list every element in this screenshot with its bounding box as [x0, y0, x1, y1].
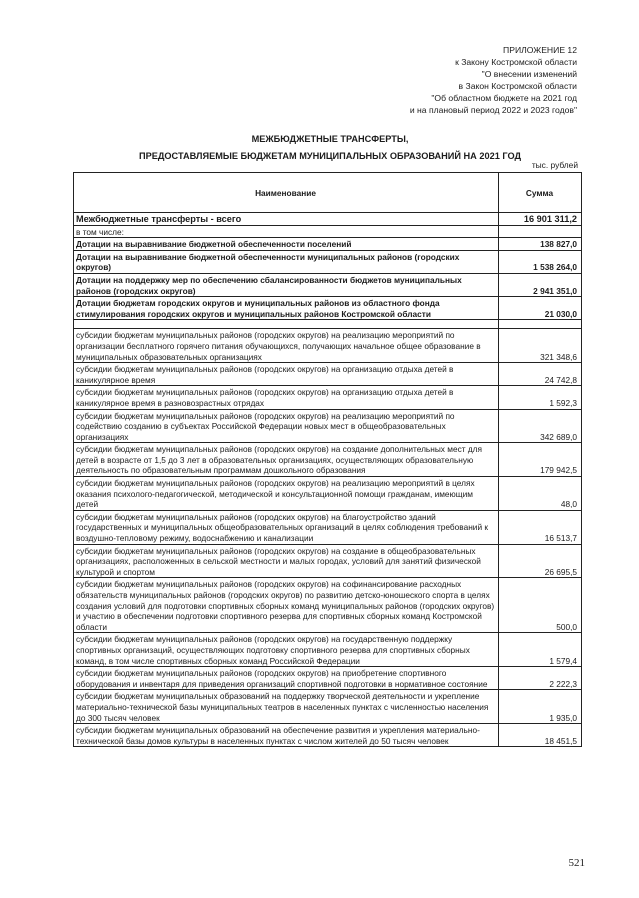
table-row	[74, 667, 582, 690]
row-sum: 2 222,3	[499, 667, 582, 690]
table-row	[74, 250, 582, 273]
row-sum: 2 941 351,0	[499, 273, 582, 296]
page-number: 521	[568, 857, 585, 869]
appendix-line: "О внесении изменений	[481, 69, 577, 80]
row-name: субсидии бюджетам муниципальных районов (городских округов) на благоустройство зданий государственных и муниципальных общеобразовательных организаций в целях соблюдения требований к воздушно-тепловому режиму, водоснабжению и канализации	[74, 510, 499, 544]
appendix-line: ПРИЛОЖЕНИЕ 12	[503, 45, 577, 55]
row-sum: 24 742,8	[499, 363, 582, 386]
row-sum: 18 451,5	[499, 724, 582, 747]
row-name: субсидии бюджетам муниципальных районов (городских округов) на создание дополнительных мест для детей в возрасте от 1,5 до 3 лет в образовательных организациях, осуществляющих образовательную деятельность по образовательным программам дошкольного образования	[74, 443, 499, 477]
row-name: субсидии бюджетам муниципальных районов (городских округов) на софинансирование расходных обязательств муниципальных районов (городских округов) по развитию детско-юношеского спорта в целях создания условий для подготовки спортивных сборных команд муниципальных районов (городских округов) и участию в обеспечении подготовки спортивного резерва для спортивных сборных команд Костромской области	[74, 578, 499, 633]
row-name: субсидии бюджетам муниципальных районов (городских округов) на организацию отдыха детей в каникулярное время в разновозрастных отрядах	[74, 386, 499, 409]
appendix-line: и на плановый период 2022 и 2023 годов"	[409, 105, 577, 116]
table-row	[74, 329, 582, 363]
row-name: субсидии бюджетам муниципальных районов (городских округов) на приобретение спортивного оборудования и инвентаря для приведения организаций спортивной подготовки в нормативное состояние	[74, 667, 499, 690]
row-sum	[499, 225, 582, 238]
row-name: субсидии бюджетам муниципальных районов (городских округов) на реализацию мероприятий по организации бесплатного горячего питания обучающихся, получающих начальное общее образование в муниципальных образовательных организациях	[74, 329, 499, 363]
table-row	[74, 225, 582, 238]
document-title	[60, 131, 600, 165]
row-name: субсидии бюджетам муниципальных образований на обеспечение развития и укрепления материально-технической базы домов культуры в населенных пунктах с числом жителей до 50 тысяч человек	[74, 724, 499, 747]
row-sum	[499, 320, 582, 329]
row-sum: 1 538 264,0	[499, 250, 582, 273]
row-sum: 179 942,5	[499, 443, 582, 477]
row-sum: 21 030,0	[499, 297, 582, 320]
row-name: в том числе:	[74, 225, 499, 238]
row-sum: 500,0	[499, 578, 582, 633]
row-name: Дотации на выравнивание бюджетной обеспеченности муниципальных районов (городских округов)	[74, 250, 499, 273]
row-name: Дотации бюджетам городских округов и муниципальных районов из областного фонда стимулирования городских округов и муниципальных районов Костромской области	[74, 297, 499, 320]
row-sum: 1 579,4	[499, 633, 582, 667]
row-sum: 26 695,5	[499, 544, 582, 578]
title-line-1: МЕЖБЮДЖЕТНЫЕ ТРАНСФЕРТЫ,	[251, 134, 409, 144]
table-row	[74, 477, 582, 511]
table-row	[74, 578, 582, 633]
table-row	[74, 363, 582, 386]
table-header-row	[74, 173, 582, 213]
header-name: Наименование	[74, 173, 499, 213]
table-row	[74, 386, 582, 409]
row-name: субсидии бюджетам муниципальных районов (городских округов) на реализацию мероприятий в целях оказания психолого-педагогической, методической и консультационной помощи гражданам, имеющим детей	[74, 477, 499, 511]
table-row	[74, 273, 582, 296]
row-name: субсидии бюджетам муниципальных районов (городских округов) на реализацию мероприятий по содействию созданию в субъектах Российской Федерации новых мест в общеобразовательных организациях	[74, 409, 499, 443]
table-row	[74, 238, 582, 251]
row-sum: 1 592,3	[499, 386, 582, 409]
transfers-table	[73, 172, 582, 747]
appendix-line: в Закон Костромской области	[458, 81, 577, 92]
title-line-2: ПРЕДОСТАВЛЯЕМЫЕ БЮДЖЕТАМ МУНИЦИПАЛЬНЫХ ОБРАЗОВАНИЙ НА 2021 ГОД	[138, 151, 522, 161]
row-name: субсидии бюджетам муниципальных районов (городских округов) на создание в общеобразовательных организациях, расположенных в сельской местности и малых городах, условий для занятий физической культурой и спортом	[74, 544, 499, 578]
table-row-spacer	[74, 320, 582, 329]
row-sum: 138 827,0	[499, 238, 582, 251]
row-sum: 16 513,7	[499, 510, 582, 544]
appendix-line: "Об областном бюджете на 2021 год	[431, 93, 577, 104]
table-row-total	[74, 213, 582, 226]
row-sum: 16 901 311,2	[499, 213, 582, 226]
table-row	[74, 409, 582, 443]
row-name: субсидии бюджетам муниципальных районов (городских округов) на организацию отдыха детей в каникулярное время	[74, 363, 499, 386]
row-name: субсидии бюджетам муниципальных образований на поддержку творческой деятельности и укрепление материально-технической базы муниципальных театров в населенных пунктах с численностью населения до 300 тысяч человек	[74, 690, 499, 724]
row-name	[74, 320, 499, 329]
row-sum: 321 348,6	[499, 329, 582, 363]
table-row	[74, 443, 582, 477]
row-sum: 1 935,0	[499, 690, 582, 724]
appendix-header	[410, 44, 577, 117]
appendix-line: к Закону Костромской области	[455, 57, 577, 68]
row-name: Дотации на выравнивание бюджетной обеспеченности поселений	[74, 238, 499, 251]
row-name: Дотации на поддержку мер по обеспечению сбалансированности бюджетов муниципальных районов (городских округов)	[74, 273, 499, 296]
table-row	[74, 297, 582, 320]
units-label: тыс. рублей	[531, 160, 578, 170]
table-row	[74, 690, 582, 724]
table-row	[74, 510, 582, 544]
row-sum: 48,0	[499, 477, 582, 511]
table-row	[74, 633, 582, 667]
header-sum: Сумма	[499, 173, 582, 213]
table-row	[74, 544, 582, 578]
row-name: субсидии бюджетам муниципальных районов (городских округов) на государственную поддержку спортивных организаций, осуществляющих подготовку спортивного резерва для спортивных сборных команд, в том числе спортивных сборных команд Российской Федерации	[74, 633, 499, 667]
row-sum: 342 689,0	[499, 409, 582, 443]
table-row	[74, 724, 582, 747]
row-name: Межбюджетные трансферты - всего	[74, 213, 499, 226]
